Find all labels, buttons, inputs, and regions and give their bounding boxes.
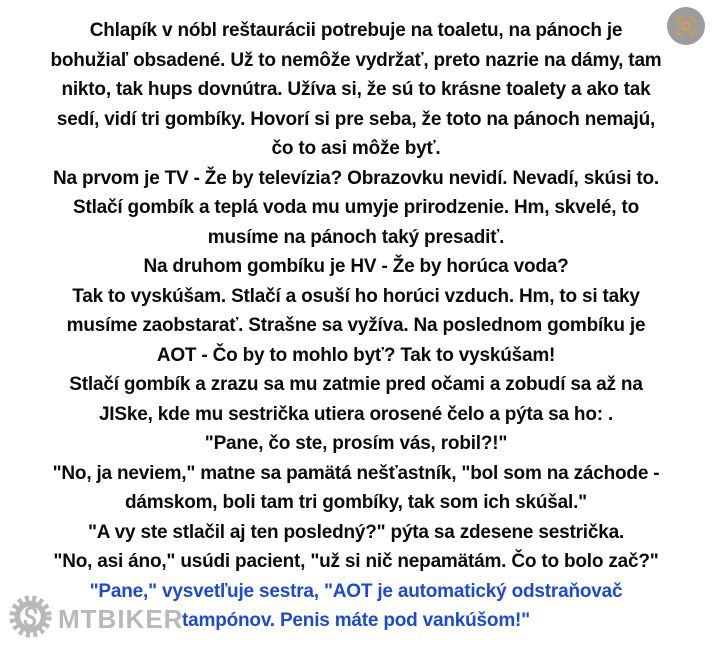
joke-line: Tak to vyskúšam. Stlačí a osuší ho horúci vzduch. Hm, to si taky [72,285,640,307]
watermark-brand: MTBIKER [58,603,184,634]
joke-line: "A vy ste stlačil aj ten posledný?" pýta sa zdesene sestrička. [87,521,625,543]
joke-line: Stlačí gombík a zrazu sa mu zatmie pred očami a zobudí sa až na [69,374,643,395]
scan-focus-icon [667,7,705,45]
joke-line: musíme na pánoch taký presadiť. [207,226,505,248]
joke-line: nikto, tak hups dovnútra. Užíva si, že sú to krásne toalety a ako tak [61,79,651,100]
joke-line: "Pane, čo ste, prosím vás, robil?!" [204,433,508,454]
joke-line: AOT - Čo by to mohlo byť? Tak to vyskúšam! [156,344,556,366]
image-search-button[interactable] [667,7,705,45]
joke-line: Stlačí gombík a teplá voda mu umyje prirodzenie. Hm, skvelé, to [72,197,639,218]
joke-line: musíme zaobstarať. Strašne sa vyžíva. Na poslednom gombíku je [66,315,646,336]
joke-line: "No, ja neviem," matne sa pamätá nešťastník, "bol som na záchode - [52,462,660,484]
joke-line: Na prvom je TV - Že by televízia? Obrazovku nevidí. Nevadí, skúsi to. [53,167,659,189]
joke-line: dámskom, boli tam tri gombíky, tak som ich skúšal." [125,492,587,513]
joke-line: Chlapík v nóbl reštaurácii potrebuje na toaletu, na pánoch je [89,20,623,41]
joke-line: sedí, vidí tri gombíky. Hovorí si pre seba, že toto na pánoch nemajú, [56,108,656,130]
joke-line: "Pane," vysvetľuje sestra, "AOT je automatický odstraňovač [89,580,623,602]
joke-line: "No, asi áno," usúdi pacient, "už si nič nepamätám. Čo to bolo zač?" [53,551,659,572]
joke-text [0,16,712,636]
joke-line: JISke, kde mu sestrička utiera orosené čelo a pýta sa ho: . [98,403,614,425]
joke-line: bohužiaľ obsadené. Už to nemôže vydržať, preto nazrie na dámy, tam [50,49,662,71]
joke-line: Na druhom gombíku je HV - Že by horúca voda? [143,256,569,277]
joke-line: tampónov. Penis máte pod vankúšom!" [182,610,530,631]
joke-line: čo to asi môže byť. [271,138,441,159]
